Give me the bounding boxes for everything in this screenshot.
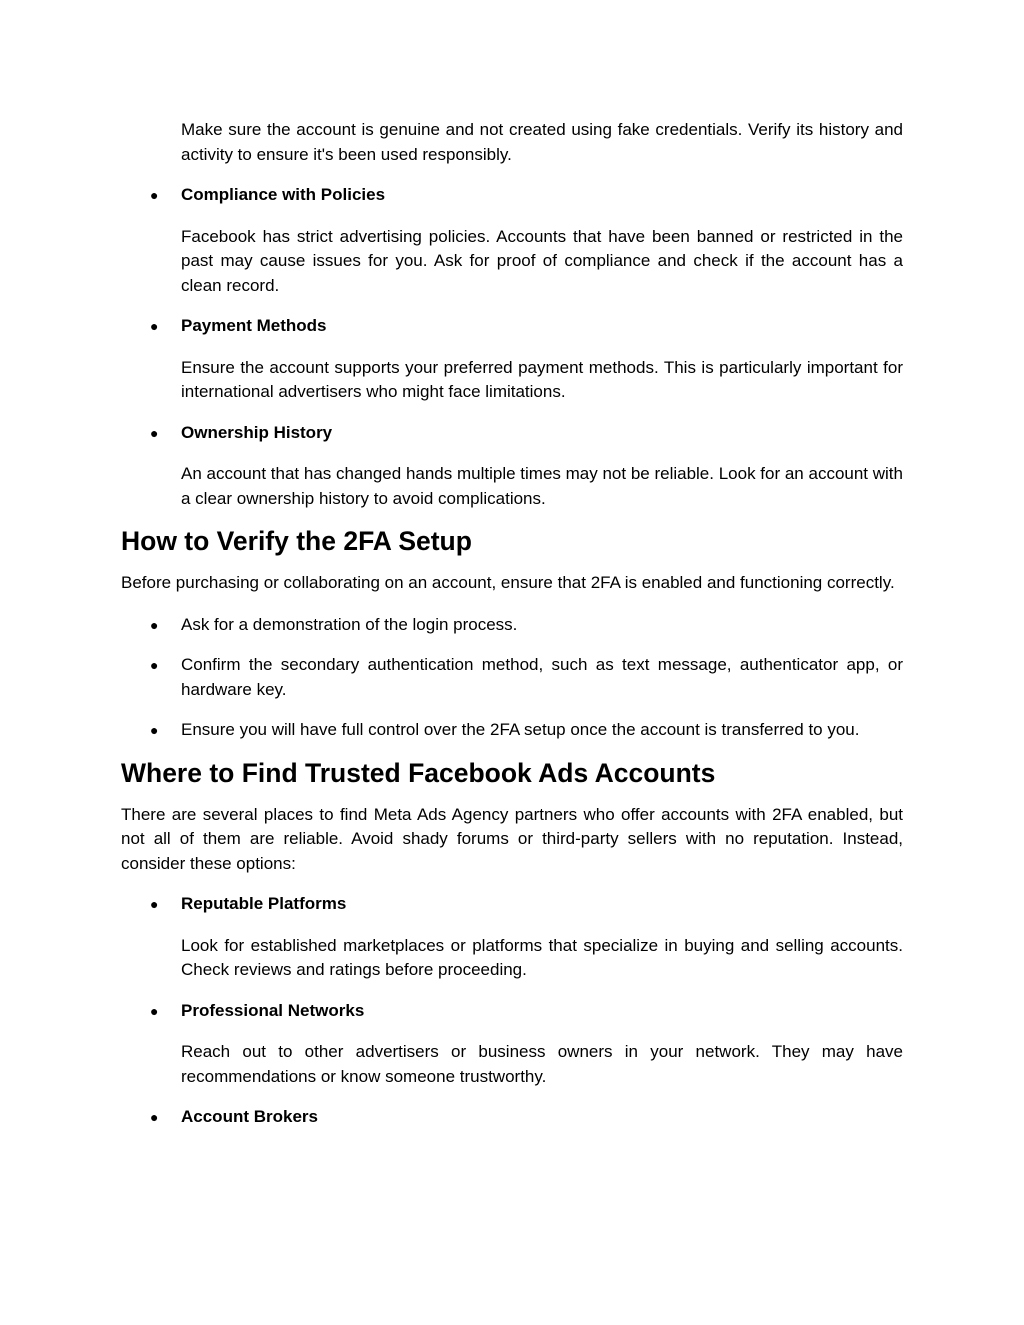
payment-text: Ensure the account supports your preferred payment methods. This is particularly important for international advertisers who might face limitations. (181, 357, 903, 401)
list-item-step (121, 653, 903, 702)
list-item-networks (121, 999, 903, 1024)
section-heading-find: Where to Find Trusted Facebook Ads Accounts (121, 757, 716, 788)
bullet-icon: ● (150, 722, 159, 738)
list-item-brokers (121, 1105, 903, 1130)
list-item-step (121, 718, 903, 743)
list-item-title: Compliance with Policies (181, 185, 386, 204)
bullet-icon: ● (150, 616, 159, 633)
list-item-platforms (121, 892, 903, 917)
bullet-icon: ● (150, 318, 159, 334)
list-item-title: Reputable Platforms (181, 894, 347, 913)
list-item-text: Confirm the secondary authentication method, such as text message, authenticator app, or hardware key. (181, 655, 903, 699)
bullet-icon: ● (150, 424, 159, 441)
list-item-title: Account Brokers (181, 1107, 318, 1126)
bullet-icon: ● (150, 1109, 159, 1125)
section-heading-verify: How to Verify the 2FA Setup (121, 526, 472, 556)
platforms-text: Look for established marketplaces or platforms that specialize in buying and selling accounts. Check reviews and ratings before proceeding. (181, 935, 903, 979)
list-item-text: Ensure you will have full control over the 2FA setup once the account is transferred to you. (181, 720, 860, 739)
list-item-ownership (121, 421, 903, 446)
bullet-icon: ● (150, 657, 159, 673)
document-page (121, 118, 903, 1130)
ownership-text: An account that has changed hands multiple times may not be reliable. Look for an account with a clear ownership history to avoid complications. (181, 464, 903, 508)
verify-intro: Before purchasing or collaborating on an account, ensure that 2FA is enabled and functioning correctly. (121, 573, 895, 592)
bullet-icon: ● (150, 187, 159, 203)
networks-text: Reach out to other advertisers or business owners in your network. They may have recommendations or know someone trustworthy. (181, 1042, 903, 1086)
intro-paragraph: Make sure the account is genuine and not created using fake credentials. Verify its history and activity to ensure it's been used responsibly. (181, 120, 903, 164)
bullet-icon: ● (150, 896, 159, 912)
compliance-text: Facebook has strict advertising policies. Accounts that have been banned or restricted in the past may cause issues for you. Ask for proof of compliance and check if the account has a clean record. (181, 226, 903, 295)
list-item-title: Payment Methods (181, 316, 327, 335)
list-item-title: Ownership History (181, 422, 333, 442)
find-intro: There are several places to find Meta Ads Agency partners who offer accounts with 2FA enabled, but not all of them are reliable. Avoid shady forums or third-party sellers with no reputation. Instead, consider these options: (121, 804, 903, 873)
list-item-text: Ask for a demonstration of the login process. (181, 614, 518, 634)
list-item-step (121, 613, 903, 638)
bullet-icon: ● (150, 1002, 159, 1019)
list-item-payment (121, 314, 903, 339)
list-item-title: Professional Networks (181, 1000, 365, 1020)
list-item-compliance (121, 183, 903, 208)
